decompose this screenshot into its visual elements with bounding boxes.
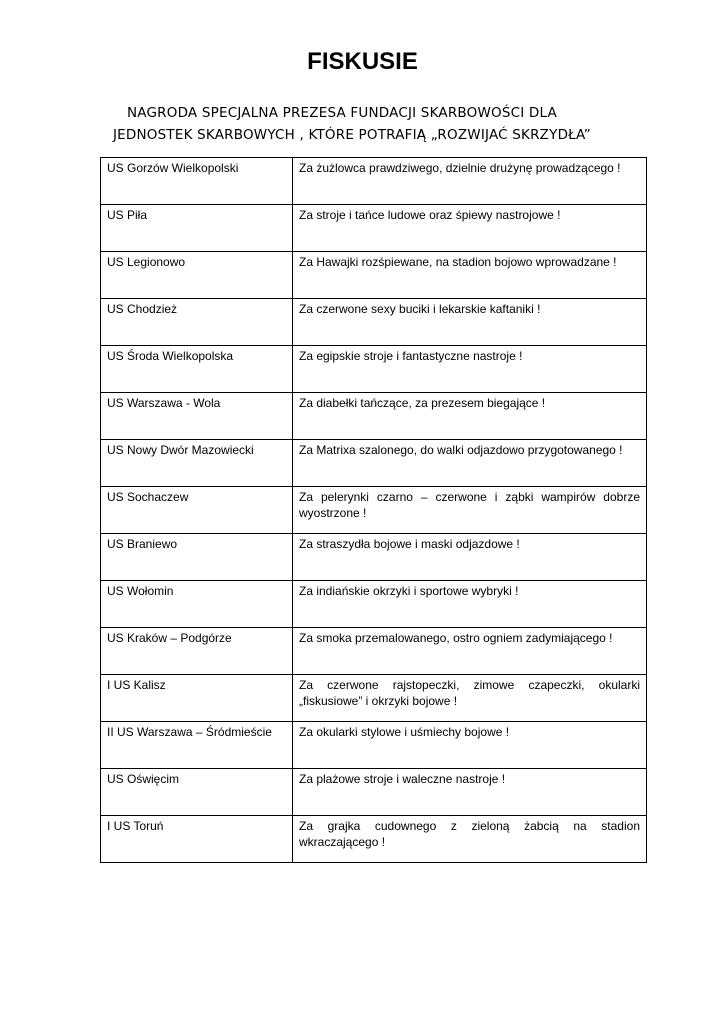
table-row: [101, 299, 647, 346]
table-row: [101, 393, 647, 440]
tax-office-cell: US Oświęcim: [101, 769, 293, 816]
subtitle-line-1: NAGRODA SPECJALNA PREZESA FUNDACJI SKARBOWOŚCI DLA: [127, 105, 557, 121]
tax-office-cell: US Braniewo: [101, 534, 293, 581]
award-reason-cell: Za diabełki tańczące, za prezesem biegające !: [293, 393, 647, 440]
subtitle-line-2: JEDNOSTEK SKARBOWYCH , KTÓRE POTRAFIĄ „ROZWIJAĆ SKRZYDŁA”: [113, 127, 591, 143]
table-row: [101, 722, 647, 769]
award-reason-cell: Za czerwone sexy buciki i lekarskie kaftaniki !: [293, 299, 647, 346]
table-row: [101, 581, 647, 628]
award-reason-cell: Za smoka przemalowanego, ostro ogniem zadymiającego !: [293, 628, 647, 675]
award-reason-cell: Za indiańskie okrzyki i sportowe wybryki !: [293, 581, 647, 628]
award-reason-cell: Za grajka cudownego z zieloną żabcią na stadion wkraczającego !: [293, 816, 647, 863]
table-row: [101, 158, 647, 205]
award-reason-cell: Za żużlowca prawdziwego, dzielnie drużynę prowadzącego !: [293, 158, 647, 205]
award-reason-cell: Za okularki stylowe i uśmiechy bojowe !: [293, 722, 647, 769]
table-row: [101, 346, 647, 393]
tax-office-cell: US Nowy Dwór Mazowiecki: [101, 440, 293, 487]
tax-office-cell: US Warszawa - Wola: [101, 393, 293, 440]
award-reason-cell: Za Matrixa szalonego, do walki odjazdowo przygotowanego !: [293, 440, 647, 487]
award-reason-cell: Za Hawajki rozśpiewane, na stadion bojowo wprowadzane !: [293, 252, 647, 299]
award-reason-cell: Za pelerynki czarno – czerwone i ząbki wampirów dobrze wyostrzone !: [293, 487, 647, 534]
tax-office-cell: US Kraków – Podgórze: [101, 628, 293, 675]
tax-office-cell: US Gorzów Wielkopolski: [101, 158, 293, 205]
tax-office-cell: I US Kalisz: [101, 675, 293, 722]
tax-office-cell: US Chodzież: [101, 299, 293, 346]
table-row: [101, 816, 647, 863]
award-reason-cell: Za straszydła bojowe i maski odjazdowe !: [293, 534, 647, 581]
awards-table-body: [101, 158, 647, 863]
award-reason-cell: Za czerwone rajstopeczki, zimowe czapeczki, okularki „fiskusiowe” i okrzyki bojowe !: [293, 675, 647, 722]
table-row: [101, 769, 647, 816]
award-reason-cell: Za egipskie stroje i fantastyczne nastroje !: [293, 346, 647, 393]
tax-office-cell: II US Warszawa – Śródmieście: [101, 722, 293, 769]
table-row: [101, 252, 647, 299]
table-row: [101, 534, 647, 581]
table-row: [101, 487, 647, 534]
tax-office-cell: US Sochaczew: [101, 487, 293, 534]
table-row: [101, 440, 647, 487]
page-title: FISKUSIE: [307, 48, 418, 75]
tax-office-cell: US Piła: [101, 205, 293, 252]
awards-table: [100, 157, 647, 863]
tax-office-cell: US Legionowo: [101, 252, 293, 299]
table-row: [101, 675, 647, 722]
award-reason-cell: Za plażowe stroje i waleczne nastroje !: [293, 769, 647, 816]
tax-office-cell: US Wołomin: [101, 581, 293, 628]
tax-office-cell: US Środa Wielkopolska: [101, 346, 293, 393]
table-row: [101, 205, 647, 252]
table-row: [101, 628, 647, 675]
tax-office-cell: I US Toruń: [101, 816, 293, 863]
award-reason-cell: Za stroje i tańce ludowe oraz śpiewy nastrojowe !: [293, 205, 647, 252]
